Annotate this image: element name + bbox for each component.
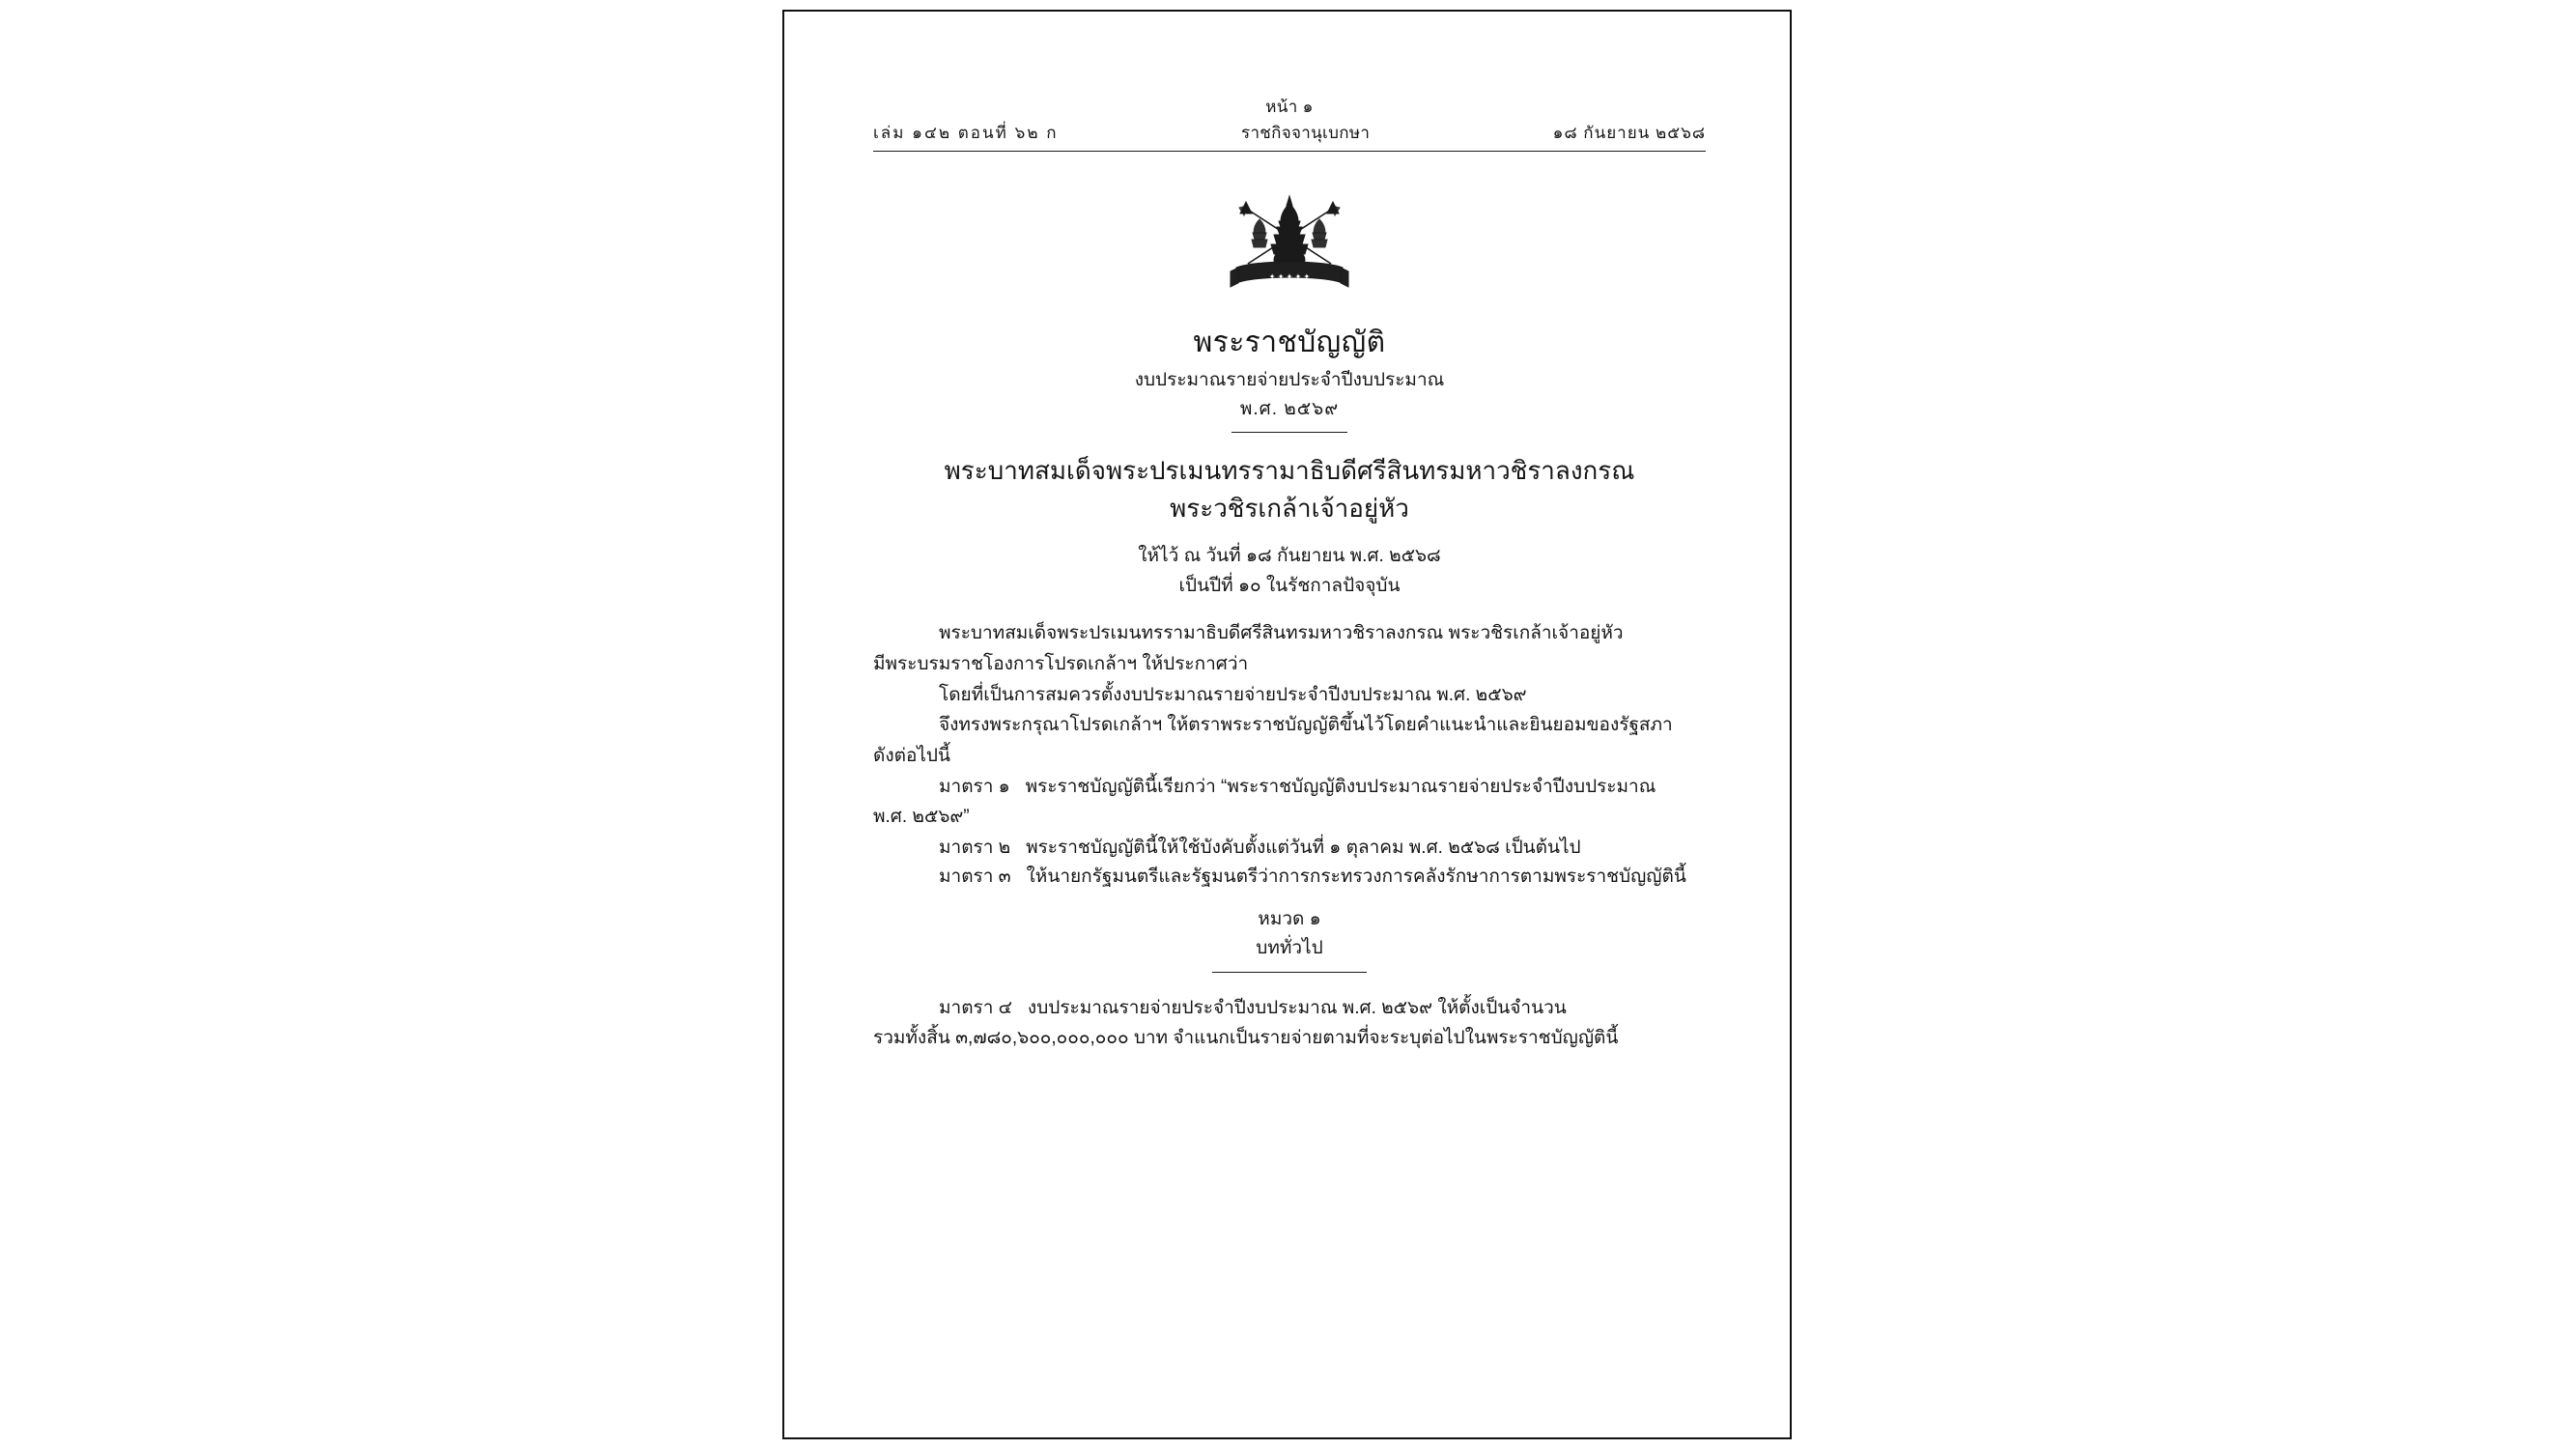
act-year: พ.ศ. ๒๕๖๙	[1239, 399, 1340, 420]
monarch-name-line-1: พระบาทสมเด็จพระปรเมนทรรามาธิบดีศรีสินทรมหาวชิราลงกรณ	[944, 455, 1635, 485]
section-3-text: ให้นายกรัฐมนตรีและรัฐมนตรีว่าการกระทรวงการคลังรักษาการตามพระราชบัญญัตินี้	[1026, 867, 1686, 888]
act-title: พระราชบัญญัติ	[1193, 326, 1386, 358]
emblem-area	[873, 192, 1706, 306]
section-1-cont: พ.ศ. ๒๕๖๙”	[873, 806, 970, 827]
svg-text:✦ ✦ ✦ ✦ ✦: ✦ ✦ ✦ ✦ ✦	[1268, 271, 1311, 281]
preamble-paragraph-1-cont: มีพระบรมราชโองการโปรดเกล้าฯ ให้ประกาศว่า	[873, 653, 1249, 674]
section-4-cont: รวมทั้งสิ้น ๓,๗๘๐,๖๐๐,๐๐๐,๐๐๐ บาท จำแนกเป็นรายจ่ายตามที่จะระบุต่อไปในพระราชบัญญัตินี้	[873, 1027, 1619, 1048]
gazette-page	[782, 10, 1792, 1439]
section-3-label: มาตรา ๓	[939, 867, 1011, 888]
running-head-line	[873, 123, 1706, 145]
page-content	[873, 97, 1706, 1055]
section-2-label: มาตรา ๒	[939, 837, 1011, 858]
volume-issue-label: เล่ม ๑๔๒ ตอนที่ ๖๒ ก	[873, 123, 1059, 142]
section-2-line	[873, 834, 1706, 864]
section-4-label: มาตรา ๔	[939, 998, 1013, 1019]
monarch-name-line-2: พระวชิรเกล้าเจ้าอยู่หัว	[1170, 494, 1409, 524]
given-date-line: ให้ไว้ ณ วันที่ ๑๘ กันยายน พ.ศ. ๒๕๖๘	[1138, 546, 1441, 567]
gazette-name-label: ราชกิจจานุเบกษา	[1241, 123, 1371, 142]
section-1-text: พระราชบัญญัตินี้เรียกว่า “พระราชบัญญัติงบประมาณรายจ่ายประจำปีงบประมาณ	[1025, 776, 1656, 797]
chapter-divider	[1212, 972, 1367, 973]
publication-date-label: ๑๘ กันยายน ๒๕๖๘	[1552, 123, 1706, 142]
garuda-royal-emblem-icon	[1217, 192, 1362, 306]
section-4-text: งบประมาณรายจ่ายประจำปีงบประมาณ พ.ศ. ๒๕๖๙ ให้ตั้งเป็นจำนวน	[1027, 998, 1567, 1019]
header-divider	[873, 151, 1706, 152]
preamble-paragraph-1: พระบาทสมเด็จพระปรเมนทรรามาธิบดีศรีสินทรมหาวชิราลงกรณ พระวชิรเกล้าเจ้าอยู่หัว	[939, 623, 1624, 644]
chapter-title: บททั่วไป	[1256, 937, 1323, 958]
section-1-line	[873, 773, 1706, 803]
preamble-paragraph-3: จึงทรงพระกรุณาโปรดเกล้าฯ ให้ตราพระราชบัญญัติขึ้นไว้โดยคำแนะนำและยินยอมของรัฐสภา	[939, 715, 1673, 736]
running-head	[873, 97, 1706, 152]
preamble-paragraph-2: โดยที่เป็นการสมควรตั้งงบประมาณรายจ่ายประจำปีงบประมาณ พ.ศ. ๒๕๖๙	[939, 684, 1527, 705]
reign-year-line: เป็นปีที่ ๑๐ ในรัชกาลปัจจุบัน	[1178, 575, 1401, 596]
section-2-text: พระราชบัญญัตินี้ให้ใช้บังคับตั้งแต่วันที่ ๑ ตุลาคม พ.ศ. ๒๕๖๘ เป็นต้นไป	[1026, 837, 1581, 858]
page-number-label: หน้า ๑	[1265, 98, 1314, 116]
section-4-line	[873, 994, 1706, 1024]
section-1-label: มาตรา ๑	[939, 776, 1010, 797]
title-divider	[1231, 432, 1347, 433]
section-3-line	[873, 863, 1706, 893]
chapter-number: หมวด ๑	[1258, 909, 1321, 930]
act-subject: งบประมาณรายจ่ายประจำปีงบประมาณ	[1134, 369, 1445, 390]
section-4-block	[873, 994, 1706, 1054]
preamble-paragraph-3-cont: ดังต่อไปนี้	[873, 746, 950, 767]
preamble-block	[873, 619, 1706, 893]
